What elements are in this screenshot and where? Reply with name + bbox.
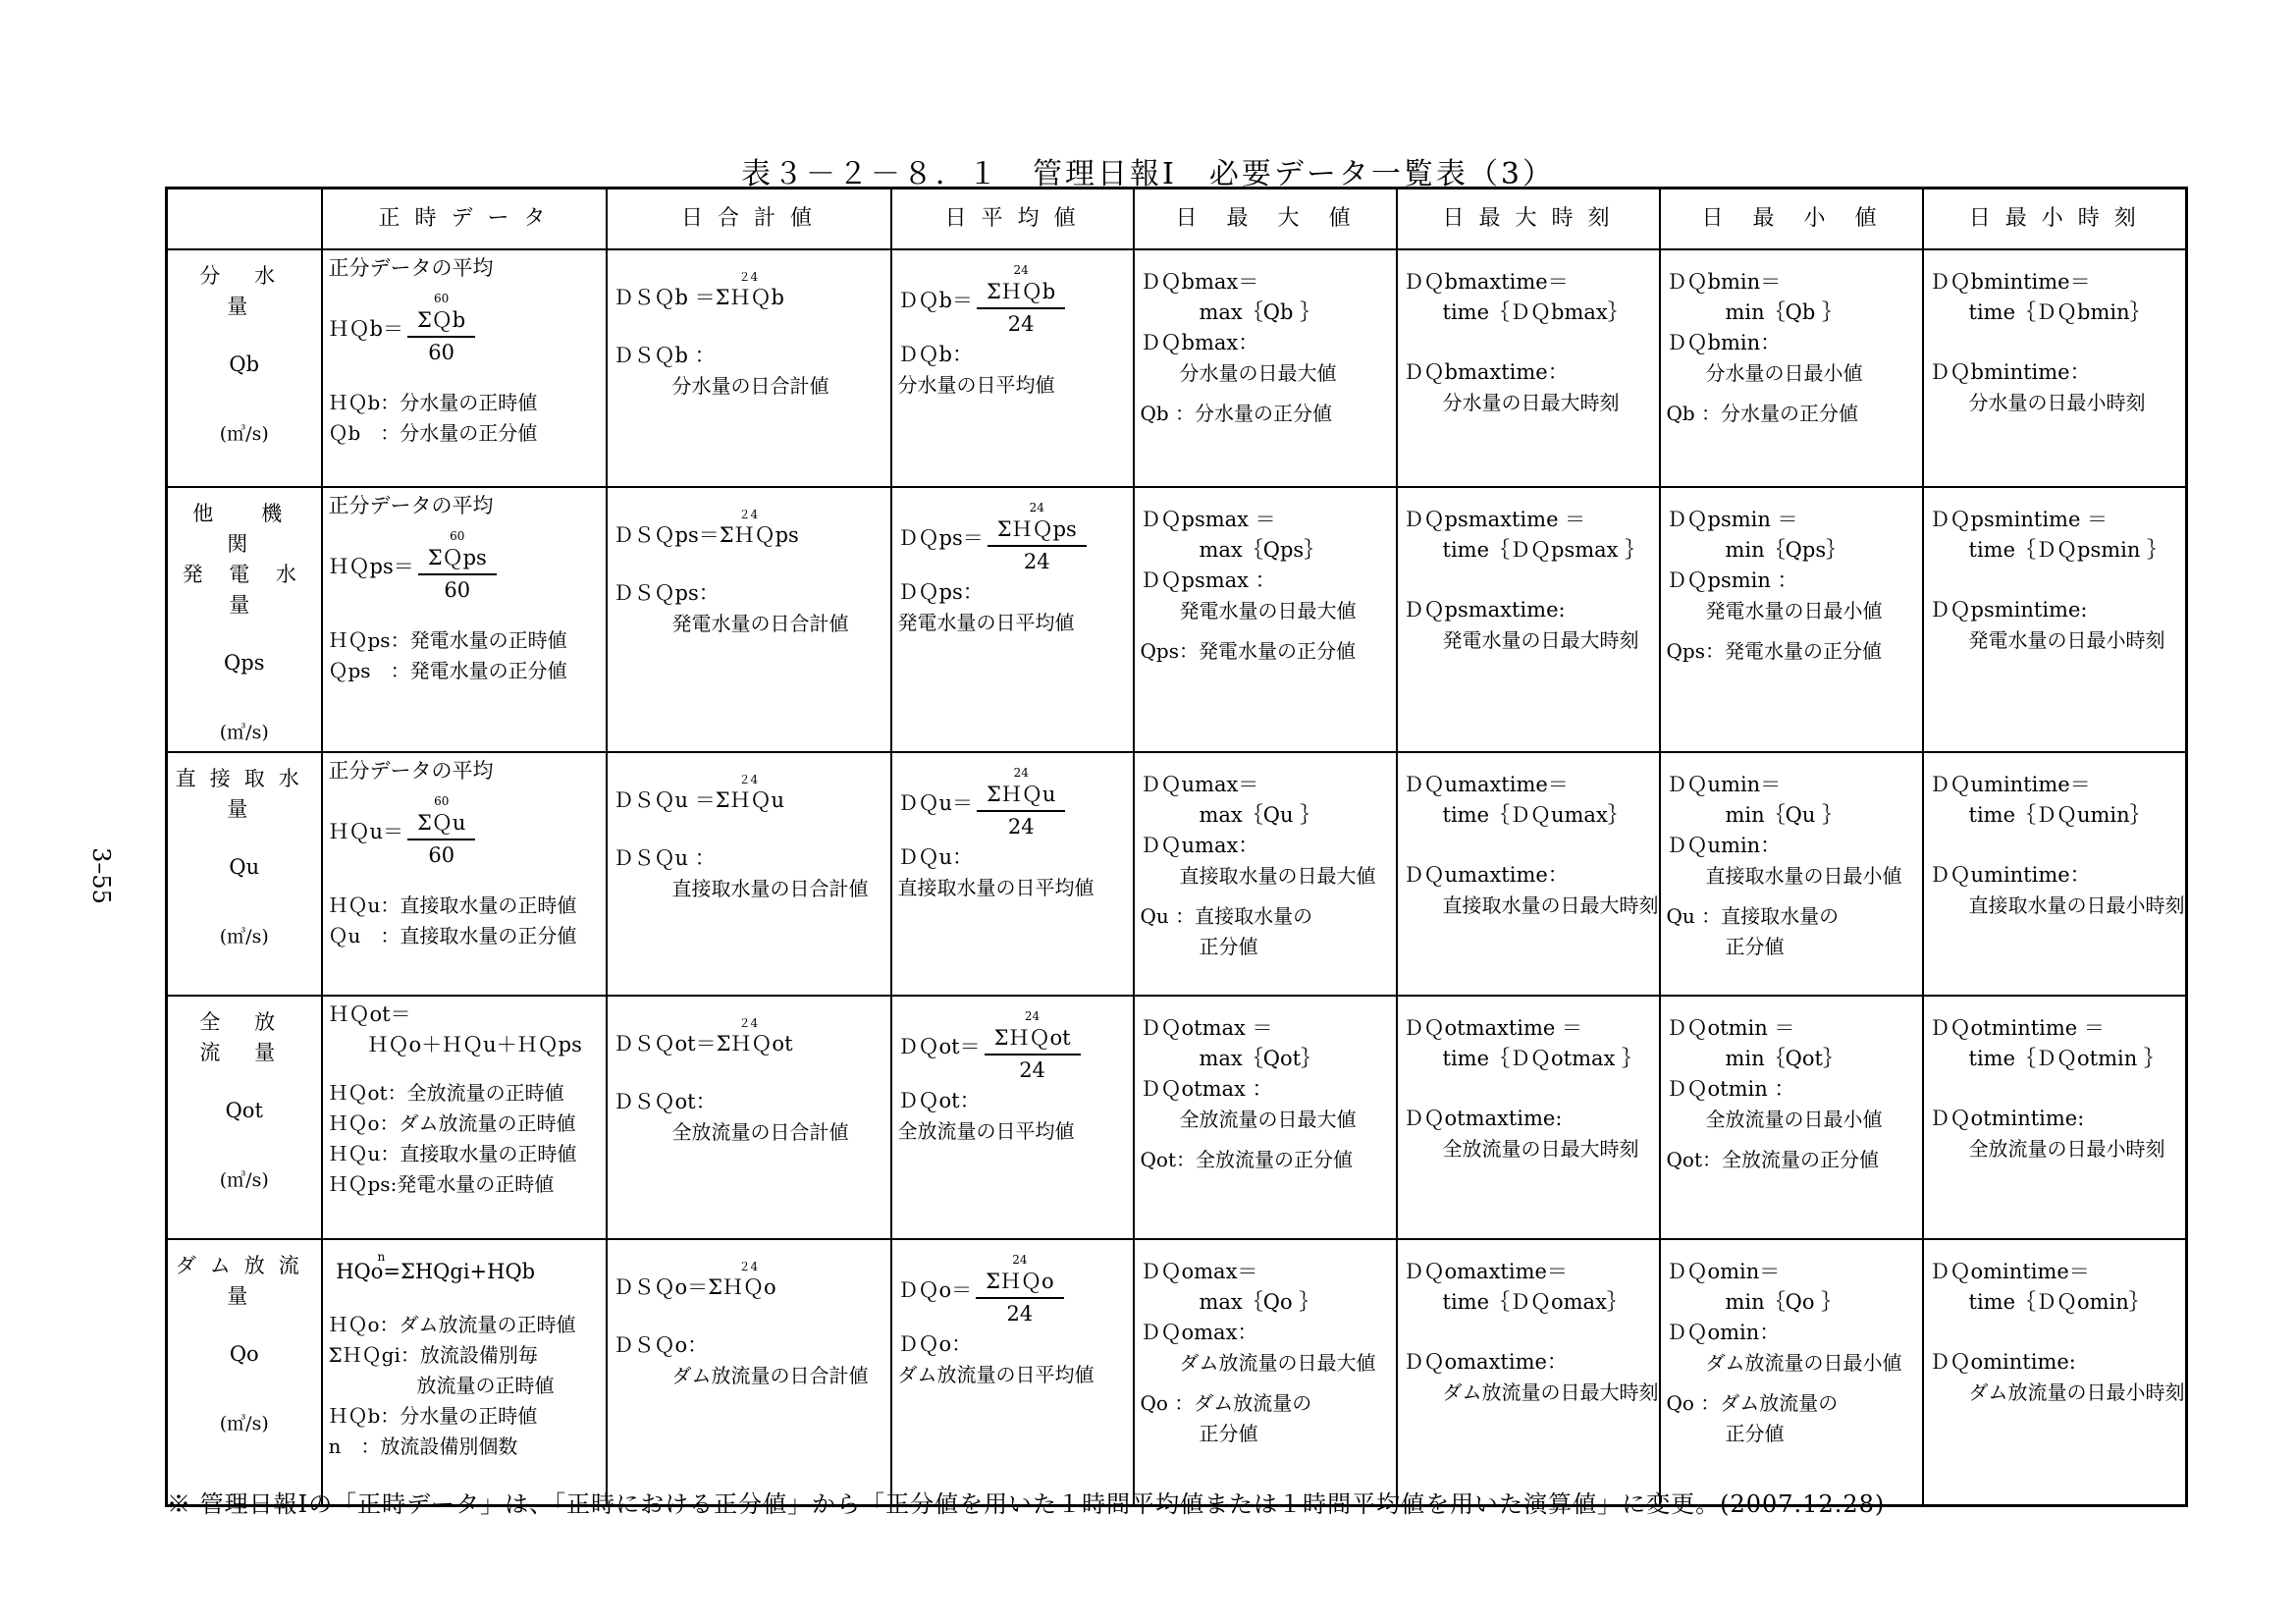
row-name: ダム放流量 bbox=[175, 1253, 313, 1308]
average-formula bbox=[898, 1009, 1127, 1086]
numerator: ΣＨＱu bbox=[977, 780, 1065, 812]
denominator: 24 bbox=[1007, 311, 1035, 336]
sum-limit: 24 bbox=[1029, 500, 1044, 514]
row-symbol: Qb bbox=[229, 352, 260, 376]
cell-text: 直接取水量の日最大時刻 bbox=[1442, 893, 1659, 917]
daily-total-cell bbox=[607, 249, 891, 487]
cell-text: ＤＱbmaxtime＝ bbox=[1403, 269, 1569, 294]
cell-text: ＨＱot：全放流量の正時値 bbox=[328, 1080, 564, 1105]
daily-min-time-cell bbox=[1923, 996, 2187, 1239]
cell-text: ＤＱps： bbox=[897, 579, 984, 604]
cell-text: 正分データの平均 bbox=[328, 758, 494, 783]
daily-min-cell bbox=[1660, 487, 1923, 752]
cell-text: ＤＱbmaxtime： bbox=[1403, 359, 1569, 384]
cell-text: ダム放流量の日平均値 bbox=[897, 1362, 1095, 1386]
cell-text: ＤＱomax＝ bbox=[1140, 1259, 1258, 1283]
cell-text: ＤＱomintime: bbox=[1929, 1349, 2076, 1374]
daily-min-cell bbox=[1660, 1239, 1923, 1506]
cell-text: 正分値 bbox=[1199, 934, 1258, 958]
cell-text: ＤＱo： bbox=[897, 1331, 973, 1356]
row-unit: (㎥/s) bbox=[219, 1168, 269, 1191]
daily-max-time-cell bbox=[1397, 996, 1660, 1239]
numerator: ΣＨＱo bbox=[976, 1267, 1064, 1299]
cell-text: ＤＱotmin ： bbox=[1666, 1076, 1795, 1101]
page-number: 3–55 bbox=[86, 847, 115, 904]
cell-text: Qu ：直接取水量の bbox=[1140, 903, 1313, 928]
hourly-formula bbox=[329, 292, 600, 368]
cell-text: 正分データの平均 bbox=[328, 255, 494, 280]
cell-text: ＨＱo：ダム放流量の正時値 bbox=[328, 1110, 576, 1135]
cell-text: time｛ＤＱumax｝ bbox=[1442, 802, 1629, 827]
row-name-line2: 発 電 水 量 bbox=[182, 562, 306, 617]
cell-text: Qu ：直接取水量の bbox=[1666, 903, 1840, 928]
sum-limit: 60 bbox=[450, 528, 465, 543]
hourly-formula bbox=[329, 794, 600, 871]
sum-limit: ２4 bbox=[738, 1015, 759, 1030]
cell-text: 分水量の日最大値 bbox=[1179, 360, 1337, 385]
cell-text: ダム放流量の日最大時刻 bbox=[1442, 1380, 1659, 1404]
cell-text: ＤＳＱu ： bbox=[613, 845, 716, 870]
cell-text: ＨＱu：直接取水量の正時値 bbox=[328, 893, 577, 917]
daily-total-cell bbox=[607, 752, 891, 996]
cell-text: ＤＱomaxtime： bbox=[1403, 1349, 1568, 1374]
cell-text: ＤＱbmax＝ bbox=[1140, 269, 1259, 294]
denominator: 24 bbox=[1007, 814, 1035, 839]
table-row bbox=[167, 249, 2187, 487]
daily-min-cell bbox=[1660, 249, 1923, 487]
hourly-data-cell bbox=[322, 996, 607, 1239]
cell-text: ＨＱo：ダム放流量の正時値 bbox=[328, 1312, 576, 1336]
cell-text: time｛ＤＱbmin｝ bbox=[1968, 299, 2151, 324]
hourly-data-cell bbox=[322, 249, 607, 487]
formula-lhs: ＨＱu＝ bbox=[328, 820, 404, 843]
cell-text: 正分値 bbox=[1199, 1421, 1258, 1445]
cell-text: ＤＳＱps＝ΣＨＱps bbox=[613, 522, 799, 547]
daily-min-cell bbox=[1660, 752, 1923, 996]
cell-text: ＤＱotmax ： bbox=[1140, 1076, 1273, 1101]
cell-text: 直接取水量の日合計値 bbox=[671, 876, 869, 900]
cell-text: ＤＱbmin： bbox=[1666, 330, 1782, 354]
daily-max-cell bbox=[1134, 996, 1397, 1239]
header-cell: 日 平 均 値 bbox=[891, 189, 1134, 249]
cell-text: time｛ＤＱpsmax ｝ bbox=[1442, 537, 1646, 562]
cell-text: max｛Qu ｝ bbox=[1199, 802, 1321, 827]
cell-text: time｛ＤＱotmax ｝ bbox=[1442, 1046, 1643, 1070]
cell-text: ＤＱbmintime： bbox=[1929, 359, 2091, 384]
cell-text: Qo ：ダム放流量の bbox=[1666, 1390, 1839, 1415]
hourly-data-cell bbox=[322, 487, 607, 752]
cell-text: ＤＱumin＝ bbox=[1666, 772, 1782, 796]
cell-text: min｛Qps｝ bbox=[1725, 537, 1847, 562]
row-name: 他 機 関 bbox=[192, 501, 331, 556]
cell-text: 分水量の日最小時刻 bbox=[1968, 390, 2146, 414]
formula-lhs: ＤＱu＝ bbox=[897, 791, 974, 815]
cell-text: 直接取水量の日最小時刻 bbox=[1968, 893, 2185, 917]
cell-text: 分水量の日合計値 bbox=[671, 373, 829, 398]
cell-text: ＤＱumax： bbox=[1140, 833, 1259, 857]
cell-text: 発電水量の日最大時刻 bbox=[1442, 627, 1639, 652]
fraction bbox=[407, 794, 475, 871]
cell-text: Ｑb ：分水量の正分値 bbox=[328, 420, 538, 445]
cell-text: Qot：全放流量の正分値 bbox=[1140, 1147, 1353, 1171]
cell-text: min｛Qot｝ bbox=[1725, 1046, 1843, 1070]
cell-text: ＤＱomaxtime＝ bbox=[1403, 1259, 1568, 1283]
cell-text: 発電水量の日最小値 bbox=[1705, 598, 1883, 623]
header-cell: 日 最 小 値 bbox=[1660, 189, 1923, 249]
cell-text: Qb ：分水量の正分値 bbox=[1140, 401, 1333, 425]
table-row bbox=[167, 487, 2187, 752]
cell-text: 直接取水量の日最小値 bbox=[1705, 863, 1902, 888]
cell-text: time｛ＤＱomax｝ bbox=[1442, 1289, 1628, 1314]
cell-text: ＤＱumintime： bbox=[1929, 862, 2091, 887]
fraction bbox=[418, 529, 497, 606]
cell-text: ＤＱumaxtime： bbox=[1403, 862, 1569, 887]
header-cell: 日 最 小 時 刻 bbox=[1923, 189, 2187, 249]
cell-text: Ｑps ：発電水量の正分値 bbox=[328, 658, 567, 682]
numerator: ΣＱu bbox=[407, 808, 475, 840]
cell-text: ＤＱb： bbox=[897, 342, 973, 366]
sum-limit: 24 bbox=[1013, 262, 1029, 277]
numerator: ΣＱb bbox=[407, 305, 475, 338]
daily-total-cell bbox=[607, 487, 891, 752]
cell-text: ＤＱot： bbox=[897, 1088, 981, 1112]
cell-text: ＨＱot＝ bbox=[328, 1001, 411, 1026]
cell-text: 全放流量の日合計値 bbox=[671, 1119, 849, 1144]
numerator: ΣＨＱb bbox=[977, 277, 1065, 309]
fraction bbox=[977, 766, 1065, 842]
table-row bbox=[167, 752, 2187, 996]
formula-lhs: ＨＱb＝ bbox=[328, 317, 403, 341]
cell-text: 直接取水量の日最大値 bbox=[1179, 863, 1376, 888]
cell-text: min｛Qb ｝ bbox=[1725, 299, 1842, 324]
cell-text: ＤＱumintime＝ bbox=[1929, 772, 2091, 796]
cell-text: ＨＱps：発電水量の正時値 bbox=[328, 627, 567, 652]
numerator: ΣＱps bbox=[418, 543, 497, 575]
table-row bbox=[167, 996, 2187, 1239]
sum-limit: 60 bbox=[434, 793, 450, 808]
cell-text: ＤＱomax： bbox=[1140, 1320, 1258, 1344]
fraction bbox=[976, 1253, 1064, 1329]
table-row bbox=[167, 1239, 2187, 1506]
daily-min-time-cell bbox=[1923, 752, 2187, 996]
cell-text: ＤＱumax＝ bbox=[1140, 772, 1259, 796]
sum-limit: ２4 bbox=[738, 772, 759, 786]
row-symbol: Qo bbox=[229, 1341, 259, 1366]
cell-text: 発電水量の日平均値 bbox=[897, 610, 1075, 634]
daily-max-time-cell bbox=[1397, 249, 1660, 487]
cell-text: ＤＱomin： bbox=[1666, 1320, 1781, 1344]
cell-text: ＤＱotmaxtime ＝ bbox=[1403, 1015, 1583, 1040]
row-header-cell bbox=[167, 1239, 322, 1506]
sum-limit: ２4 bbox=[738, 269, 759, 284]
row-header-cell bbox=[167, 996, 322, 1239]
hourly-formula bbox=[329, 1249, 600, 1290]
cell-text: min｛Qo ｝ bbox=[1725, 1289, 1842, 1314]
formula-lhs: ＤＱot＝ bbox=[897, 1035, 981, 1058]
cell-text: ＤＳＱb ： bbox=[613, 343, 716, 367]
daily-max-time-cell bbox=[1397, 487, 1660, 752]
daily-average-cell bbox=[891, 996, 1134, 1239]
row-name: 全 放 流 量 bbox=[199, 1009, 290, 1064]
cell-text: ＤＱumaxtime＝ bbox=[1403, 772, 1569, 796]
cell-text: ＤＱu： bbox=[897, 844, 974, 869]
cell-text: ＤＳＱps： bbox=[613, 580, 720, 605]
cell-text: ＤＱpsmintime ＝ bbox=[1929, 507, 2109, 531]
numerator: ΣＨＱps bbox=[988, 514, 1087, 547]
cell-text: min｛Qu ｝ bbox=[1725, 802, 1843, 827]
cell-text: ＤＱbmintime＝ bbox=[1929, 269, 2091, 294]
cell-text: ＨＱb：分水量の正時値 bbox=[328, 390, 538, 414]
denominator: 24 bbox=[1019, 1057, 1045, 1082]
sum-limit: 24 bbox=[1024, 1008, 1041, 1023]
daily-min-time-cell bbox=[1923, 1239, 2187, 1506]
daily-max-cell bbox=[1134, 487, 1397, 752]
header-row bbox=[167, 189, 2187, 249]
formula-lhs: ＤＱo＝ bbox=[897, 1278, 973, 1302]
cell-text: ＤＱpsmax ： bbox=[1140, 568, 1276, 592]
cell-text: ＤＱpsmaxtime ＝ bbox=[1403, 507, 1586, 531]
cell-text: 発電水量の日最大値 bbox=[1179, 598, 1357, 623]
daily-max-cell bbox=[1134, 752, 1397, 996]
sum-limit: 24 bbox=[1013, 765, 1029, 780]
daily-total-cell bbox=[607, 1239, 891, 1506]
numerator: ΣＨＱot bbox=[985, 1023, 1081, 1056]
daily-min-time-cell bbox=[1923, 249, 2187, 487]
cell-text: 全放流量の日最大時刻 bbox=[1442, 1136, 1639, 1161]
cell-text: ダム放流量の日最小値 bbox=[1705, 1350, 1902, 1375]
cell-text: ＤＱomin＝ bbox=[1666, 1259, 1781, 1283]
header-cell: 日 最 大 値 bbox=[1134, 189, 1397, 249]
cell-text: HQo=ΣHQgi+HQb bbox=[336, 1259, 536, 1283]
sum-limit: 24 bbox=[1012, 1252, 1028, 1267]
cell-text: 分水量の日平均値 bbox=[897, 372, 1055, 397]
fraction bbox=[977, 263, 1065, 340]
denominator: 60 bbox=[428, 340, 454, 364]
cell-text: time｛ＤＱomin｝ bbox=[1968, 1289, 2150, 1314]
cell-text: ＨＱps:発電水量の正時値 bbox=[328, 1171, 555, 1196]
cell-text: ダム放流量の日合計値 bbox=[671, 1363, 869, 1387]
daily-max-cell bbox=[1134, 1239, 1397, 1506]
cell-text: ＤＳＱot＝ΣＨＱot bbox=[613, 1031, 793, 1056]
cell-text: Qot：全放流量の正分値 bbox=[1666, 1147, 1879, 1171]
row-header-cell bbox=[167, 752, 322, 996]
row-unit: (㎥/s) bbox=[219, 925, 269, 947]
denominator: 60 bbox=[444, 577, 471, 602]
row-header-cell bbox=[167, 487, 331, 752]
header-cell bbox=[167, 189, 322, 249]
cell-text: 放流量の正時値 bbox=[416, 1373, 555, 1397]
cell-text: ＤＱomintime＝ bbox=[1929, 1259, 2090, 1283]
denominator: 60 bbox=[428, 842, 455, 867]
row-unit: (㎥/s) bbox=[219, 1412, 269, 1435]
cell-text: n ：放流設備別個数 bbox=[328, 1434, 518, 1458]
cell-text: 直接取水量の日平均値 bbox=[897, 875, 1095, 899]
cell-text: Qo ：ダム放流量の bbox=[1140, 1390, 1312, 1415]
daily-average-cell bbox=[891, 1239, 1134, 1506]
cell-text: ＤＱotmintime: bbox=[1929, 1106, 2085, 1130]
cell-text: max｛Qb ｝ bbox=[1199, 299, 1321, 324]
cell-text: ＨＱo＋ＨＱu＋ＨＱps bbox=[367, 1032, 582, 1056]
sum-limit: ２4 bbox=[738, 1259, 759, 1273]
cell-text: ＤＱotmintime ＝ bbox=[1929, 1015, 2105, 1040]
cell-text: ＤＱpsmin ： bbox=[1666, 568, 1798, 592]
cell-text: ＤＱotmin ＝ bbox=[1666, 1015, 1795, 1040]
row-symbol: Qu bbox=[229, 854, 260, 879]
formula-lhs: ＨＱps＝ bbox=[328, 555, 414, 578]
cell-text: ＤＳＱo： bbox=[613, 1332, 709, 1357]
cell-text: ＤＱpsmax ＝ bbox=[1140, 507, 1276, 531]
row-unit: (㎥/s) bbox=[219, 422, 269, 445]
row-name: 直接取水量 bbox=[175, 766, 313, 821]
cell-text: ＤＱpsmaxtime: bbox=[1403, 597, 1566, 622]
formula-lhs: ＤＱps＝ bbox=[897, 526, 984, 550]
hourly-data-cell bbox=[322, 752, 607, 996]
daily-average-cell bbox=[891, 752, 1134, 996]
cell-text: ＤＱpsmintime: bbox=[1929, 597, 2088, 622]
daily-max-cell bbox=[1134, 249, 1397, 487]
cell-text: ＤＱumin： bbox=[1666, 833, 1782, 857]
cell-text: ＤＱotmaxtime: bbox=[1403, 1106, 1563, 1130]
cell-text: 正分値 bbox=[1725, 934, 1785, 958]
daily-min-cell bbox=[1660, 996, 1923, 1239]
row-symbol: Qps bbox=[224, 650, 265, 675]
cell-text: 発電水量の日合計値 bbox=[671, 611, 849, 635]
cell-text: Qps：発電水量の正分値 bbox=[1140, 638, 1356, 663]
cell-text: ＤＱbmax： bbox=[1140, 330, 1259, 354]
row-header-cell bbox=[167, 249, 322, 487]
cell-text: 全放流量の日最小値 bbox=[1705, 1107, 1883, 1131]
fraction bbox=[985, 1009, 1081, 1086]
table-title: 表３－２－８．１ 管理日報Ⅰ 必要データ一覧表（3） bbox=[741, 157, 1555, 191]
cell-text: ＤＳＱot： bbox=[613, 1089, 717, 1113]
sum-limit: 60 bbox=[433, 291, 450, 305]
cell-text: Ｑu ：直接取水量の正分値 bbox=[328, 923, 577, 947]
header-cell: 日 合 計 値 bbox=[607, 189, 891, 249]
average-formula bbox=[898, 263, 1127, 340]
cell-text: ＤＱpsmin ＝ bbox=[1666, 507, 1798, 531]
cell-text: ＤＳＱu ＝ΣＨＱu bbox=[613, 787, 785, 812]
footnote: ※ 管理日報Ⅰの「正時データ」は、「正時における正分値」から「正分値を用いた１時間平均値または１時間平均値を用いた演算値」に変更。(2007.12.28) bbox=[167, 1490, 1886, 1518]
cell-text: 全放流量の日最大値 bbox=[1179, 1107, 1357, 1131]
cell-text: 分水量の日最大時刻 bbox=[1442, 390, 1620, 414]
cell-text: ＤＳＱb ＝ΣＨＱb bbox=[613, 285, 784, 309]
row-symbol: Qot bbox=[225, 1098, 263, 1122]
cell-text: ＨＱb：分水量の正時値 bbox=[328, 1403, 538, 1428]
average-formula bbox=[898, 1253, 1127, 1329]
cell-text: Qb ：分水量の正分値 bbox=[1666, 401, 1859, 425]
daily-average-cell bbox=[891, 249, 1134, 487]
cell-text: 正分値 bbox=[1725, 1421, 1785, 1445]
cell-text: ＨＱu：直接取水量の正時値 bbox=[328, 1141, 577, 1165]
cell-text: time｛ＤＱbmax｝ bbox=[1442, 299, 1629, 324]
cell-text: Qps：発電水量の正分値 bbox=[1666, 638, 1882, 663]
average-formula bbox=[898, 766, 1127, 842]
cell-text: ＤＳＱo＝ΣＨＱo bbox=[613, 1274, 776, 1299]
daily-max-time-cell bbox=[1397, 752, 1660, 996]
cell-text: max｛Qo ｝ bbox=[1199, 1289, 1320, 1314]
cell-text: time｛ＤＱumin｝ bbox=[1968, 802, 2151, 827]
daily-average-cell bbox=[891, 487, 1134, 752]
cell-text: 発電水量の日最小時刻 bbox=[1968, 627, 2165, 652]
cell-text: time｛ＤＱotmin ｝ bbox=[1968, 1046, 2164, 1070]
sum-limit: ２4 bbox=[738, 507, 759, 521]
hourly-data-cell bbox=[322, 1239, 607, 1506]
cell-text: time｛ＤＱpsmin ｝ bbox=[1968, 537, 2168, 562]
cell-text: 正分データの平均 bbox=[328, 493, 494, 517]
header-cell: 正 時 デ ー タ bbox=[322, 189, 607, 249]
daily-min-time-cell bbox=[1923, 487, 2187, 752]
cell-text: ΣＨＱgi：放流設備別毎 bbox=[328, 1342, 538, 1367]
formula-lhs: ＤＱb＝ bbox=[897, 289, 973, 312]
cell-text: 分水量の日最小値 bbox=[1705, 360, 1863, 385]
cell-text: ダム放流量の日最小時刻 bbox=[1968, 1380, 2185, 1404]
average-formula bbox=[898, 501, 1127, 577]
row-name: 分 水 量 bbox=[199, 263, 290, 318]
cell-text: max｛Qot｝ bbox=[1199, 1046, 1322, 1070]
daily-max-time-cell bbox=[1397, 1239, 1660, 1506]
fraction bbox=[988, 501, 1087, 577]
cell-text: ＤＱotmax ＝ bbox=[1140, 1015, 1273, 1040]
cell-text: max｛Qps｝ bbox=[1199, 537, 1325, 562]
row-unit: (㎥/s) bbox=[219, 721, 269, 743]
denominator: 24 bbox=[1023, 549, 1050, 573]
data-table bbox=[165, 187, 2188, 1507]
header-cell: 日 最 大 時 刻 bbox=[1397, 189, 1660, 249]
denominator: 24 bbox=[1006, 1301, 1034, 1326]
sum-limit: n bbox=[377, 1249, 386, 1264]
hourly-formula bbox=[329, 529, 600, 606]
fraction bbox=[407, 292, 475, 368]
cell-text: 全放流量の日平均値 bbox=[897, 1118, 1075, 1143]
cell-text: ＤＱbmin＝ bbox=[1666, 269, 1782, 294]
daily-total-cell bbox=[607, 996, 891, 1239]
cell-text: 全放流量の日最小時刻 bbox=[1968, 1136, 2165, 1161]
cell-text: ダム放流量の日最大値 bbox=[1179, 1350, 1376, 1375]
